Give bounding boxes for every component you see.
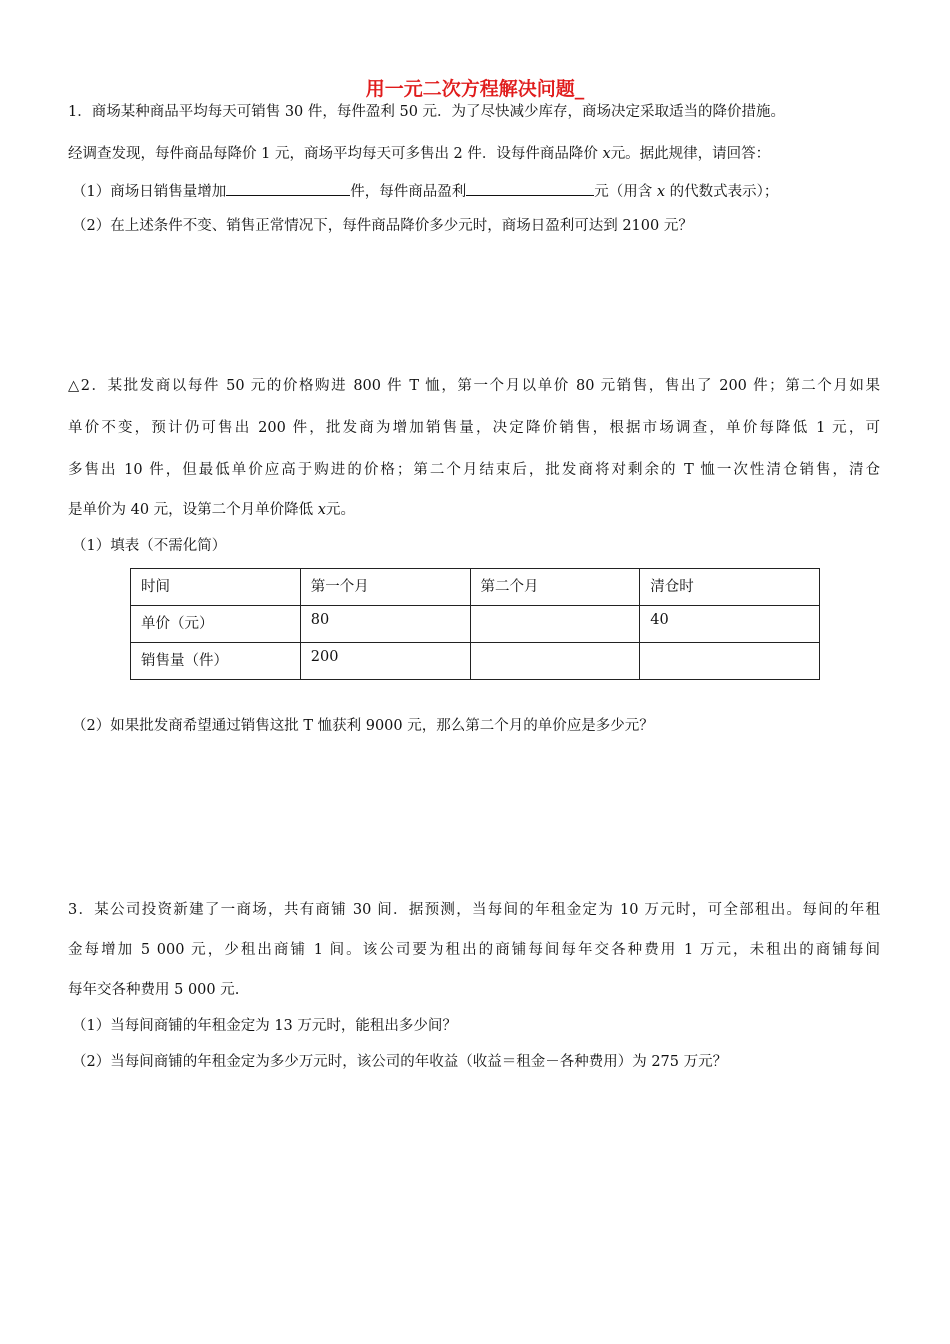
table-cell: 销售量（件） bbox=[131, 643, 301, 680]
q3-line-1: 3．某公司投资新建了一商场，共有商铺 30 间．据预测，当每间的年租金定为 10 万元时，可全部租出。每间的年租 bbox=[68, 902, 880, 918]
q1-sub-1-variable-x: x bbox=[656, 184, 666, 200]
q1-line-2-text-a: 经调查发现，每件商品每降价 1 元，商场平均每天可多售出 2 件．设每件商品降价 bbox=[68, 146, 603, 162]
table-row-unit-price bbox=[131, 606, 820, 643]
table-cell-blank[interactable] bbox=[470, 606, 640, 643]
q1-sub-1-text-b: 件，每件商品盈利 bbox=[350, 184, 467, 200]
worksheet-title: 用一元二次方程解决问题_ bbox=[365, 78, 585, 100]
q2-variable-x: x bbox=[317, 502, 326, 518]
table-cell: 单价（元） bbox=[131, 606, 301, 643]
q2-line-2: 单价不变，预计仍可售出 200 件，批发商为增加销售量，决定降价销售，根据市场调查，单价每降低 1 元，可 bbox=[68, 420, 880, 436]
q1-profit-blank[interactable] bbox=[466, 180, 594, 196]
table-cell-blank[interactable] bbox=[470, 643, 640, 680]
q1-sales-increase-blank[interactable] bbox=[226, 180, 350, 196]
q3-line-3: 每年交各种费用 5 000 元. bbox=[68, 982, 240, 998]
table-header-cell: 清仓时 bbox=[640, 569, 820, 606]
q2-line-3: 多售出 10 件，但最低单价应高于购进的价格；第二个月结束后，批发商将对剩余的 T 恤一次性清仓销售，清仓 bbox=[68, 462, 880, 478]
q1-sub-1-text-a: （1）商场日销售量增加 bbox=[72, 184, 227, 200]
q2-fill-table bbox=[130, 568, 820, 680]
q1-line-2-text-b: 元。据此规律，请回答： bbox=[610, 146, 771, 162]
q3-sub-2: （2）当每间商铺的年租金定为多少万元时，该公司的年收益（收益＝租金－各种费用）为 275 万元？ bbox=[72, 1054, 728, 1070]
q2-sub-1: （1）填表（不需化简） bbox=[72, 538, 227, 554]
table-header-cell: 时间 bbox=[131, 569, 301, 606]
table-row-sales-volume bbox=[131, 643, 820, 680]
table-cell: 200 bbox=[300, 643, 470, 680]
q3-line-2: 金每增加 5 000 元，少租出商铺 1 间。该公司要为租出的商铺每间每年交各种费用 1 万元，未租出的商铺每间 bbox=[68, 942, 880, 958]
q1-variable-x: x bbox=[602, 146, 611, 162]
table-header-cell: 第二个月 bbox=[470, 569, 640, 606]
q1-sub-1-text-c: 元（用含 bbox=[594, 184, 657, 200]
q1-line-2 bbox=[68, 144, 770, 164]
table-cell-blank[interactable] bbox=[640, 643, 820, 680]
q2-line-4-text-a: 是单价为 40 元，设第二个月单价降低 bbox=[68, 502, 318, 518]
table-cell: 40 bbox=[640, 606, 820, 643]
q1-line-1: 1．商场某种商品平均每天可销售 30 件，每件盈利 50 元．为了尽快减少库存，商场决定采取适当的降价措施。 bbox=[68, 104, 786, 120]
q1-sub-1 bbox=[72, 180, 778, 202]
table-header-cell: 第一个月 bbox=[300, 569, 470, 606]
q2-line-4-text-b: 元。 bbox=[325, 502, 355, 518]
q2-line-4 bbox=[68, 500, 355, 520]
table-cell: 80 bbox=[300, 606, 470, 643]
q2-line-1: △2．某批发商以每件 50 元的价格购进 800 件 T 恤，第一个月以单价 80 元销售，售出了 200 件；第二个月如果 bbox=[68, 378, 880, 394]
table-header-row bbox=[131, 569, 820, 606]
q1-sub-2: （2）在上述条件不变、销售正常情况下，每件商品降价多少元时，商场日盈利可达到 2100 元？ bbox=[72, 218, 693, 234]
q1-sub-1-text-d: 的代数式表示）； bbox=[665, 184, 779, 200]
q3-sub-1: （1）当每间商铺的年租金定为 13 万元时，能租出多少间？ bbox=[72, 1018, 457, 1034]
q2-sub-2: （2）如果批发商希望通过销售这批 T 恤获利 9000 元，那么第二个月的单价应是多少元？ bbox=[72, 718, 654, 734]
